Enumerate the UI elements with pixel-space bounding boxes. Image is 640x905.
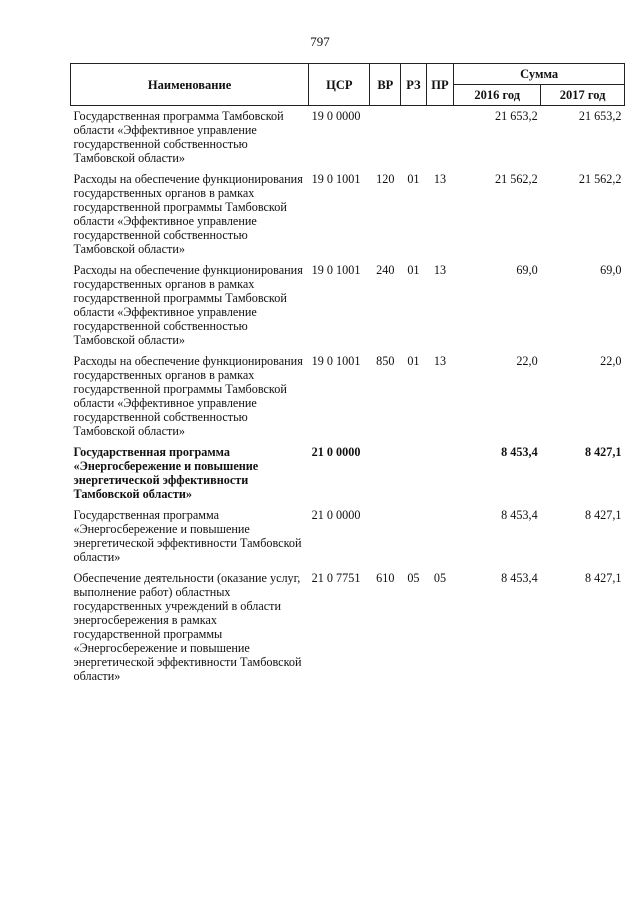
cell-name: Расходы на обеспечение функционирования государственных органов в рамках государственной программы Тамбовской области «Эффективное управление государственной собственностью Тамбовской области» bbox=[73, 354, 303, 438]
cell-sum-2016: 21 562,2 bbox=[495, 172, 538, 186]
table-row bbox=[71, 354, 625, 438]
row-spacer-cell bbox=[71, 347, 625, 354]
cell-rz bbox=[401, 109, 427, 165]
table-body bbox=[71, 106, 625, 684]
header-pr: ПР bbox=[426, 64, 454, 106]
cell-name: Государственная программа «Энергосбережение и повышение энергетической эффективности Тамбовской области» bbox=[73, 508, 302, 564]
cell-pr: 05 bbox=[433, 571, 447, 585]
table-row bbox=[71, 263, 625, 347]
cell-csr: 19 0 1001 bbox=[311, 263, 361, 277]
cell-sum-2017: 21 653,2 bbox=[578, 109, 622, 123]
cell-sum-2017: 21 562,2 bbox=[578, 172, 622, 186]
cell-rz bbox=[401, 508, 427, 564]
cell-rz: 01 bbox=[407, 263, 420, 277]
header-vr: ВР bbox=[370, 64, 401, 106]
row-spacer-cell bbox=[71, 564, 625, 571]
cell-sum-2017: 69,0 bbox=[600, 263, 622, 277]
row-spacer-cell bbox=[71, 438, 625, 445]
row-spacer bbox=[71, 347, 625, 354]
cell-sum-2017: 22,0 bbox=[600, 354, 622, 368]
header-rz: РЗ bbox=[401, 64, 427, 106]
cell-sum-2016: 8 453,4 bbox=[501, 508, 538, 522]
row-spacer bbox=[71, 256, 625, 263]
cell-rz: 01 bbox=[407, 172, 420, 186]
cell-csr: 19 0 0000 bbox=[311, 109, 361, 123]
row-spacer-cell bbox=[71, 256, 625, 263]
cell-vr: 120 bbox=[376, 172, 395, 186]
table-row bbox=[71, 571, 625, 683]
header-sum: Сумма bbox=[454, 64, 625, 85]
cell-sum-2016: 21 653,2 bbox=[495, 109, 538, 123]
header-year-2017: 2017 год bbox=[541, 85, 625, 106]
table-header bbox=[71, 64, 625, 106]
cell-sum-2017: 8 427,1 bbox=[584, 571, 622, 585]
cell-pr: 13 bbox=[433, 263, 447, 277]
header-csr: ЦСР bbox=[309, 64, 370, 106]
cell-rz: 01 bbox=[407, 354, 420, 368]
cell-pr bbox=[426, 445, 454, 501]
cell-vr bbox=[370, 445, 401, 501]
cell-sum-2016: 22,0 bbox=[516, 354, 538, 368]
table-row bbox=[71, 172, 625, 256]
page-number: 797 bbox=[310, 34, 330, 49]
cell-vr bbox=[370, 508, 401, 564]
cell-pr: 13 bbox=[433, 354, 447, 368]
header-name: Наименование bbox=[71, 64, 309, 106]
cell-pr bbox=[426, 508, 454, 564]
header-year-2016: 2016 год bbox=[454, 85, 541, 106]
table-row bbox=[71, 508, 625, 564]
cell-rz: 05 bbox=[407, 571, 420, 585]
cell-csr: 21 0 0000 bbox=[311, 445, 361, 459]
row-spacer-cell bbox=[71, 501, 625, 508]
cell-name: Расходы на обеспечение функционирования государственных органов в рамках государственной программы Тамбовской области «Эффективное управление государственной собственностью Тамбовской области» bbox=[73, 263, 303, 347]
row-spacer bbox=[71, 165, 625, 172]
row-spacer-cell bbox=[71, 165, 625, 172]
row-spacer bbox=[71, 501, 625, 508]
cell-sum-2016: 8 453,4 bbox=[501, 445, 538, 459]
cell-sum-2016: 69,0 bbox=[516, 263, 538, 277]
cell-sum-2017: 8 427,1 bbox=[584, 508, 622, 522]
cell-rz bbox=[401, 445, 427, 501]
table-row bbox=[71, 109, 625, 165]
cell-sum-2016: 8 453,4 bbox=[501, 571, 538, 585]
cell-sum-2017: 8 427,1 bbox=[584, 445, 622, 459]
cell-csr: 21 0 7751 bbox=[311, 571, 361, 585]
cell-csr: 19 0 1001 bbox=[311, 354, 361, 368]
cell-pr bbox=[426, 109, 454, 165]
row-spacer bbox=[71, 564, 625, 571]
cell-name: Расходы на обеспечение функционирования государственных органов в рамках государственной программы Тамбовской области «Эффективное управление государственной собственностью Тамбовской области» bbox=[73, 172, 303, 256]
cell-vr: 610 bbox=[376, 571, 395, 585]
cell-name: Обеспечение деятельности (оказание услуг, выполнение работ) областных государственных учреждений в области энергосбережения в рамках государственной программы «Энергосбережение и повышение энергетической эффективности Тамбовской области» bbox=[73, 571, 302, 683]
row-spacer bbox=[71, 438, 625, 445]
table-row bbox=[71, 445, 625, 501]
budget-table bbox=[70, 63, 625, 683]
cell-csr: 19 0 1001 bbox=[311, 172, 361, 186]
cell-csr: 21 0 0000 bbox=[311, 508, 361, 522]
cell-vr: 240 bbox=[376, 263, 395, 277]
cell-name: Государственная программа Тамбовской области «Эффективное управление государственной собственностью Тамбовской области» bbox=[73, 109, 284, 165]
cell-name: Государственная программа «Энергосбережение и повышение энергетической эффективности Тамбовской области» bbox=[73, 445, 259, 501]
cell-pr: 13 bbox=[433, 172, 447, 186]
cell-vr bbox=[370, 109, 401, 165]
cell-vr: 850 bbox=[376, 354, 395, 368]
